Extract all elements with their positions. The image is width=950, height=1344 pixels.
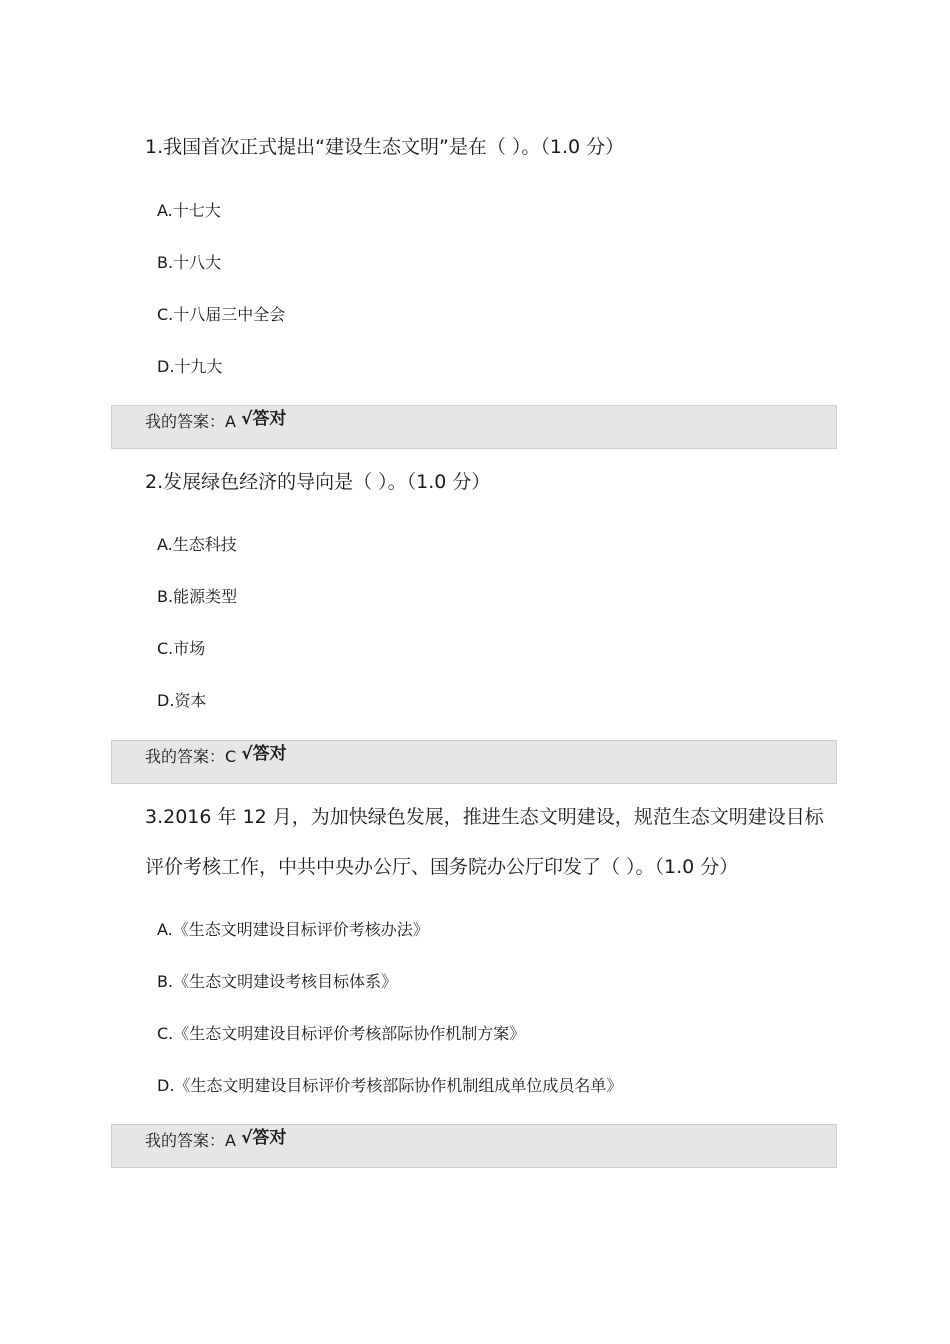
answer-value: A [225, 412, 236, 431]
check-mark-icon: √ [241, 744, 253, 764]
question-1-option-b: B.十八大 [157, 253, 222, 272]
answer-label: 我的答案： [145, 747, 226, 766]
question-1-option-d: D.十九大 [157, 357, 223, 376]
answer-value: A [225, 1131, 236, 1150]
answer-result: 答对 [252, 409, 287, 429]
question-3-answer [145, 1130, 286, 1152]
question-3-answer-bar [111, 1124, 837, 1168]
answer-result: 答对 [252, 744, 287, 764]
answer-result: 答对 [252, 1128, 287, 1148]
question-2-answer [145, 746, 287, 768]
question-2-option-d: D.资本 [157, 691, 207, 710]
question-3-option-c: C.《生态文明建设目标评价考核部际协作机制方案》 [157, 1024, 526, 1043]
check-mark-icon: √ [241, 409, 253, 429]
question-2-option-a: A.生态科技 [157, 535, 237, 554]
question-2-option-c: C.市场 [157, 639, 206, 658]
question-3-option-d: D.《生态文明建设目标评价考核部际协作机制组成单位成员名单》 [157, 1076, 623, 1095]
question-2-answer-bar [111, 740, 837, 784]
question-1-stem: 1.我国首次正式提出“建设生态文明”是在（ ）。（1.0 分） [145, 136, 625, 158]
question-3-option-b: B.《生态文明建设考核目标体系》 [157, 972, 398, 991]
question-3-option-a: A.《生态文明建设目标评价考核办法》 [157, 920, 429, 939]
question-1-answer [145, 411, 286, 433]
question-3-stem: 3.2016 年 12 月，为加快绿色发展，推进生态文明建设，规范生态文明建设目标评价考核工作，中共中央办公厅、国务院办公厅印发了（ ）。（1.0 分） [145, 806, 824, 878]
check-mark-icon: √ [241, 1128, 253, 1148]
answer-value: C [225, 747, 237, 766]
answer-label: 我的答案： [145, 412, 226, 431]
question-2-option-b: B.能源类型 [157, 587, 238, 606]
answer-label: 我的答案： [145, 1131, 226, 1150]
question-1-option-c: C.十八届三中全会 [157, 305, 286, 324]
question-2-stem: 2.发展绿色经济的导向是（ ）。（1.0 分） [145, 471, 491, 493]
question-1-answer-bar [111, 405, 837, 449]
question-1-option-a: A.十七大 [157, 201, 221, 220]
